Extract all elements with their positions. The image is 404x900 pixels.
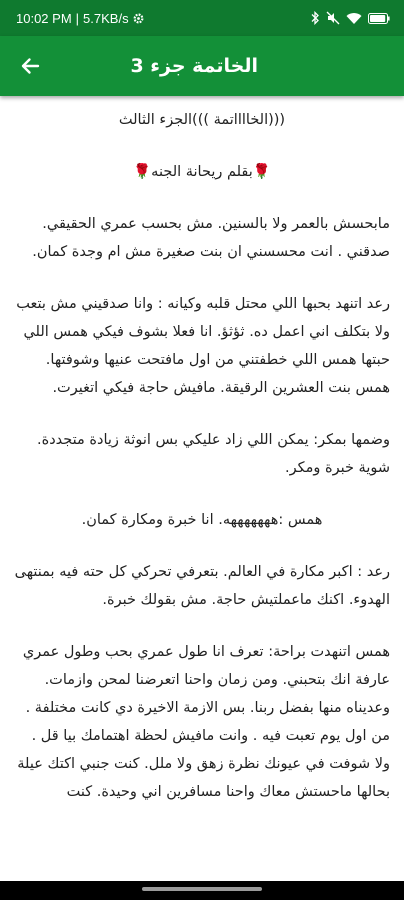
story-paragraph: رعد اتنهد بحبها اللي محتل قلبه وكيانه : وانا صدقيني مش بتعب ولا بتكلف اني اعمل ده. ثؤثؤ. انا فعلا بشوف فيكي همس اللي حبتها همس اللي خطفتني من اول مافتحت عنيها وشوفتها. همس بنت العشرين الرقيقة. مافيش حاجة فيكي اتغيرت. bbox=[16, 296, 390, 396]
app-bar bbox=[0, 36, 404, 96]
story-paragraph: همس :هههههههه. انا خبرة ومكارة كمان. bbox=[81, 512, 323, 528]
network-speed: 5.7KB/s bbox=[83, 10, 129, 26]
status-left bbox=[16, 11, 144, 26]
story-paragraph: مابحسش بالعمر ولا بالسنين. مش بحسب عمري الحقيقي. صدقني . انت محسسني ان بنت صغيرة مش ام وجدة كمان. bbox=[32, 216, 390, 260]
navigation-bar bbox=[0, 881, 404, 900]
page-title: الخاتمة جزء 3 bbox=[130, 55, 258, 77]
story-content[interactable] bbox=[0, 96, 404, 881]
story-author: 🌹بقلم ريحانة الجنه🌹 bbox=[133, 164, 271, 180]
bluetooth-icon bbox=[310, 11, 320, 25]
home-gesture-handle[interactable] bbox=[142, 887, 262, 891]
arrow-back-icon[interactable] bbox=[16, 52, 44, 80]
status-bar bbox=[0, 0, 404, 36]
wifi-icon bbox=[346, 12, 362, 25]
battery-icon bbox=[368, 13, 390, 24]
story-paragraph: وضمها بمكر: يمكن اللي زاد عليكي بس انوثة زيادة متجددة. شوية خبرة ومكر. bbox=[37, 432, 390, 476]
story-paragraph: همس اتنهدت براحة: تعرف انا طول عمري بحب وطول عمري عارفة انك بتحبني. ومن زمان واحنا اتعرضنا لمحن وازمات. وعديناه منها بفضل ربنا. بس الازمة الاخيرة دي كانت مختلفة . من اول يوم تعبت فيه . وانت مافيش لحظة اهتمامك بيا قل . ولا شوفت في عيونك نظرة زهق ولا ملل. كنت جنبي اكتك عيلة بحالها ماحستش معاك واحنا مسافرين اني وحيدة. كنت bbox=[17, 644, 390, 800]
status-right bbox=[310, 11, 390, 25]
settings-gear-icon bbox=[133, 13, 144, 24]
story-heading: (((الخااااتمة )))الجزء الثالث bbox=[118, 112, 286, 128]
mute-icon bbox=[326, 11, 340, 25]
status-separator: | bbox=[75, 10, 80, 26]
story-paragraph: رعد : اكبر مكارة في العالم. بتعرفي تحركي كل حته فيه بمنتهى الهدوء. اكنك ماعملتيش حاجة. مش بقولك خبرة. bbox=[14, 564, 390, 608]
status-time: 10:02 PM bbox=[16, 10, 72, 26]
